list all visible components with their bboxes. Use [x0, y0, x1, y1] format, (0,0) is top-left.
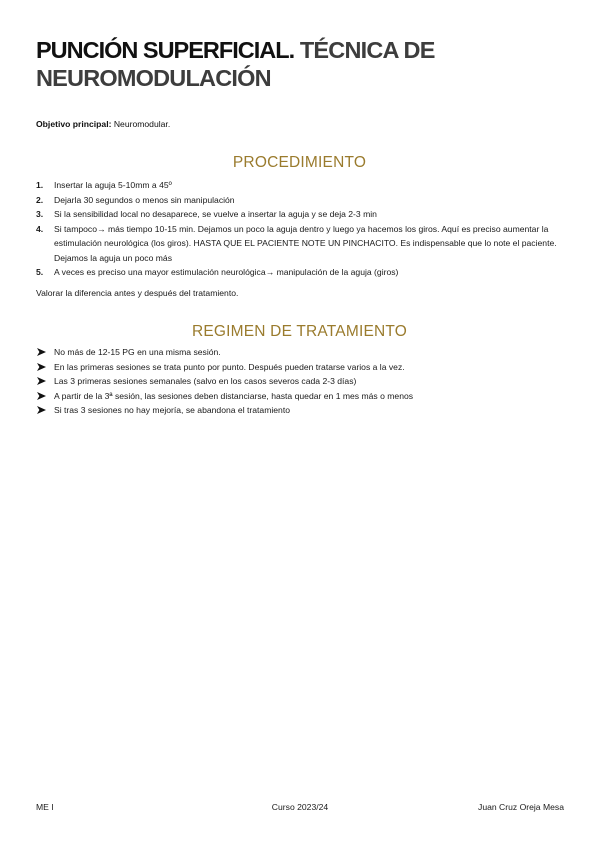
list-item [36, 360, 566, 375]
list-item-text: Si tampoco→ más tiempo 10-15 min. Dejamos un poco la aguja dentro y luego ya hacemos los giros. Aquí es preciso aumentar la estimulación neurológica (los giros). HASTA QUE EL PACIENTE NOTE UN PINCHACITO. Es indispensable que lo note el paciente. Dejamos la aguja un poco más [54, 223, 557, 263]
objective-value: Neuromodular. [111, 119, 171, 129]
list-item-text: A veces es preciso una mayor estimulación neurológica→ manipulación de la aguja (giros) [54, 267, 399, 277]
regimen-heading: REGIMEN DE TRATAMIENTO [191, 323, 408, 340]
arrowhead-bullet-icon [37, 377, 46, 385]
list-item-text: Las 3 primeras sesiones semanales (salvo en los casos severos cada 2-3 días) [54, 376, 357, 387]
footer-author: Juan Cruz Oreja Mesa [478, 802, 564, 812]
list-item-text: A partir de la 3ª sesión, las sesiones deben distanciarse, hasta quedar en 1 mes más o menos [54, 390, 414, 401]
page-footer [36, 800, 564, 814]
arrowhead-bullet-icon [37, 406, 46, 414]
list-item-text: Dejarla 30 segundos o menos sin manipulación [54, 194, 235, 205]
list-item-text: Insertar la aguja 5-10mm a 45º [54, 180, 172, 190]
list-item-number: 5. [36, 267, 44, 277]
arrowhead-bullet-icon [37, 392, 46, 400]
list-item [36, 403, 566, 418]
objective [36, 119, 170, 130]
procedure-note: Valorar la diferencia antes y después del tratamiento. [36, 288, 239, 298]
list-item [36, 222, 566, 266]
objective-label: Objetivo principal: [36, 119, 112, 129]
list-item-text: No más de 12-15 PG en una misma sesión. [54, 347, 221, 357]
arrowhead-bullet-icon [37, 363, 46, 371]
page-title [36, 36, 576, 92]
list-item [36, 345, 566, 360]
footer-course: Curso 2023/24 [271, 802, 329, 812]
list-item [36, 389, 566, 404]
list-item [36, 193, 566, 208]
list-item-number: 4. [36, 223, 44, 234]
list-item [36, 207, 566, 222]
procedure-heading: PROCEDIMIENTO [232, 154, 367, 171]
list-item [36, 374, 566, 389]
page-title-bold: PUNCIÓN SUPERFICIAL. [36, 37, 295, 63]
list-item [36, 265, 566, 280]
footer-subject: ME I [36, 802, 54, 812]
list-item-number: 1. [36, 180, 44, 190]
regimen-list [36, 345, 566, 418]
list-item-text: Si la sensibilidad local no desaparece, se vuelve a insertar la aguja y se deja 2-3 min [54, 209, 377, 219]
arrowhead-bullet-icon [37, 348, 46, 356]
list-item-number: 2. [36, 194, 44, 205]
list-item-text: Si tras 3 sesiones no hay mejoría, se abandona el tratamiento [54, 405, 290, 416]
list-item [36, 178, 566, 193]
page-title-rest: TÉCNICA DE NEUROMODULACIÓN [36, 37, 435, 91]
procedure-list [36, 178, 566, 280]
list-item-text: En las primeras sesiones se trata punto por punto. Después pueden tratarse varios a la vez. [54, 361, 405, 372]
list-item-number: 3. [36, 209, 44, 219]
